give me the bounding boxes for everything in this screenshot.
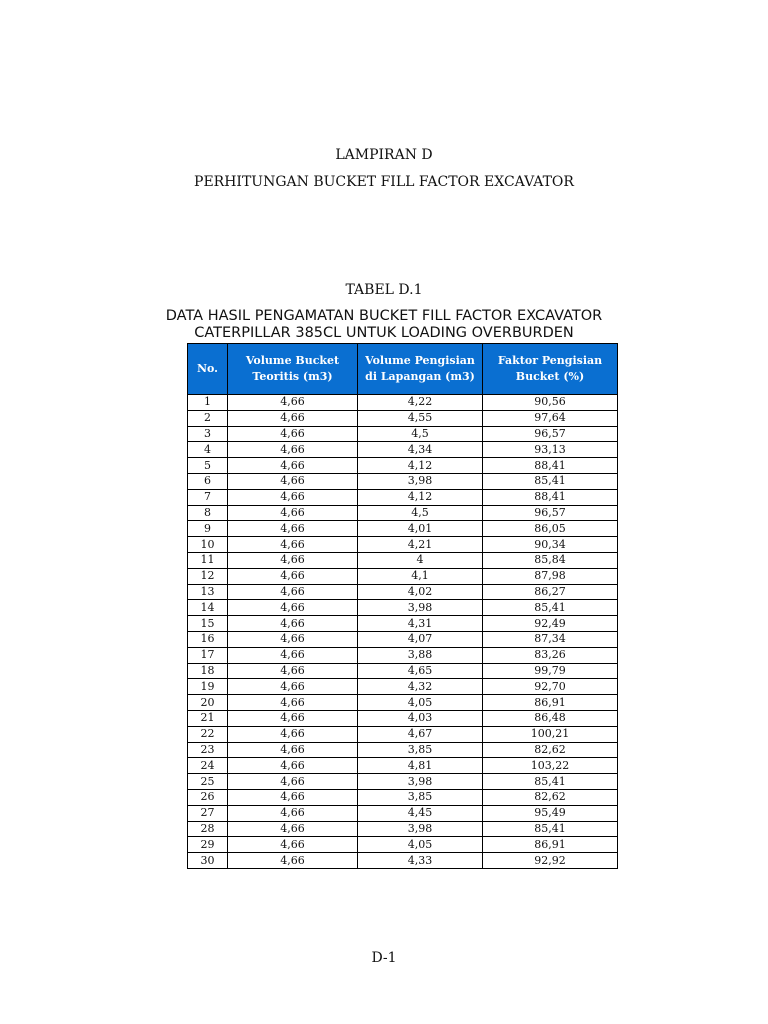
cell-no: 14 [188, 600, 228, 616]
cell-volume-bucket: 4,66 [228, 489, 358, 505]
cell-faktor-pengisian: 88,41 [483, 489, 618, 505]
cell-volume-pengisian: 3,85 [358, 789, 483, 805]
header-volume-pengisian [358, 344, 483, 395]
cell-faktor-pengisian: 100,21 [483, 726, 618, 742]
cell-volume-pengisian: 4,02 [358, 584, 483, 600]
cell-no: 9 [188, 521, 228, 537]
cell-volume-bucket: 4,66 [228, 395, 358, 411]
table-row [188, 473, 618, 489]
cell-faktor-pengisian: 85,41 [483, 821, 618, 837]
cell-faktor-pengisian: 95,49 [483, 805, 618, 821]
table-row [188, 600, 618, 616]
cell-volume-bucket: 4,66 [228, 837, 358, 853]
appendix-subtitle: PERHITUNGAN BUCKET FILL FACTOR EXCAVATOR [194, 174, 574, 190]
cell-volume-pengisian: 4,21 [358, 537, 483, 553]
cell-faktor-pengisian: 85,41 [483, 473, 618, 489]
table-row [188, 726, 618, 742]
cell-volume-bucket: 4,66 [228, 663, 358, 679]
cell-volume-pengisian: 4,32 [358, 679, 483, 695]
cell-volume-pengisian: 4,45 [358, 805, 483, 821]
cell-volume-bucket: 4,66 [228, 537, 358, 553]
cell-no: 16 [188, 631, 228, 647]
cell-no: 10 [188, 537, 228, 553]
cell-volume-bucket: 4,66 [228, 552, 358, 568]
cell-faktor-pengisian: 90,34 [483, 537, 618, 553]
cell-faktor-pengisian: 96,57 [483, 505, 618, 521]
cell-volume-pengisian: 3,98 [358, 473, 483, 489]
cell-volume-pengisian: 4,65 [358, 663, 483, 679]
cell-faktor-pengisian: 88,41 [483, 458, 618, 474]
cell-faktor-pengisian: 92,49 [483, 616, 618, 632]
cell-no: 15 [188, 616, 228, 632]
cell-volume-bucket: 4,66 [228, 695, 358, 711]
cell-faktor-pengisian: 85,41 [483, 600, 618, 616]
cell-volume-bucket: 4,66 [228, 710, 358, 726]
table-row [188, 647, 618, 663]
cell-volume-bucket: 4,66 [228, 742, 358, 758]
cell-faktor-pengisian: 92,70 [483, 679, 618, 695]
appendix-title: LAMPIRAN D [335, 147, 433, 163]
cell-volume-pengisian: 4,67 [358, 726, 483, 742]
cell-no: 7 [188, 489, 228, 505]
cell-volume-bucket: 4,66 [228, 600, 358, 616]
header-faktor-pengisian-line2: Bucket (%) [515, 370, 585, 383]
table-row [188, 805, 618, 821]
cell-volume-bucket: 4,66 [228, 584, 358, 600]
table-row [188, 837, 618, 853]
cell-faktor-pengisian: 87,34 [483, 631, 618, 647]
table-row [188, 552, 618, 568]
cell-faktor-pengisian: 99,79 [483, 663, 618, 679]
table-caption-line2: CATERPILLAR 385CL UNTUK LOADING OVERBURDEN [194, 325, 574, 341]
cell-volume-pengisian: 4,05 [358, 695, 483, 711]
table-row [188, 489, 618, 505]
cell-volume-pengisian: 4,31 [358, 616, 483, 632]
cell-faktor-pengisian: 90,56 [483, 395, 618, 411]
cell-faktor-pengisian: 82,62 [483, 742, 618, 758]
table-row [188, 584, 618, 600]
cell-no: 26 [188, 789, 228, 805]
cell-no: 19 [188, 679, 228, 695]
table-row [188, 410, 618, 426]
header-volume-bucket-line1: Volume Bucket [245, 354, 340, 367]
table-row [188, 426, 618, 442]
cell-no: 22 [188, 726, 228, 742]
cell-volume-pengisian: 3,98 [358, 774, 483, 790]
cell-faktor-pengisian: 87,98 [483, 568, 618, 584]
page-number: D-1 [371, 950, 397, 966]
table-row [188, 568, 618, 584]
table-body [188, 395, 618, 869]
table-row [188, 663, 618, 679]
cell-no: 6 [188, 473, 228, 489]
cell-volume-pengisian: 3,98 [358, 600, 483, 616]
cell-volume-bucket: 4,66 [228, 568, 358, 584]
cell-volume-bucket: 4,66 [228, 473, 358, 489]
cell-volume-bucket: 4,66 [228, 442, 358, 458]
cell-volume-pengisian: 4,55 [358, 410, 483, 426]
cell-volume-pengisian: 3,88 [358, 647, 483, 663]
table-row [188, 695, 618, 711]
bucket-fill-factor-table [187, 343, 618, 869]
cell-faktor-pengisian: 97,64 [483, 410, 618, 426]
cell-no: 24 [188, 758, 228, 774]
cell-volume-pengisian: 4,12 [358, 458, 483, 474]
cell-faktor-pengisian: 85,41 [483, 774, 618, 790]
cell-volume-bucket: 4,66 [228, 726, 358, 742]
cell-volume-bucket: 4,66 [228, 505, 358, 521]
cell-no: 4 [188, 442, 228, 458]
cell-volume-pengisian: 3,98 [358, 821, 483, 837]
cell-faktor-pengisian: 82,62 [483, 789, 618, 805]
table-row [188, 395, 618, 411]
cell-volume-pengisian: 4,03 [358, 710, 483, 726]
cell-volume-bucket: 4,66 [228, 774, 358, 790]
cell-no: 27 [188, 805, 228, 821]
table-header-row [188, 344, 618, 395]
header-volume-bucket-line2: Teoritis (m3) [252, 370, 333, 383]
cell-volume-bucket: 4,66 [228, 631, 358, 647]
cell-no: 29 [188, 837, 228, 853]
table-row [188, 458, 618, 474]
cell-volume-pengisian: 4,01 [358, 521, 483, 537]
cell-volume-bucket: 4,66 [228, 458, 358, 474]
cell-volume-bucket: 4,66 [228, 647, 358, 663]
header-volume-pengisian-line1: Volume Pengisian [365, 354, 475, 367]
header-faktor-pengisian [483, 344, 618, 395]
cell-volume-bucket: 4,66 [228, 679, 358, 695]
cell-faktor-pengisian: 92,92 [483, 853, 618, 869]
cell-volume-bucket: 4,66 [228, 789, 358, 805]
cell-faktor-pengisian: 83,26 [483, 647, 618, 663]
table-row [188, 758, 618, 774]
header-volume-bucket [228, 344, 358, 395]
header-no-label: No. [196, 362, 219, 375]
table-number: TABEL D.1 [345, 282, 423, 298]
cell-faktor-pengisian: 86,91 [483, 695, 618, 711]
table-row [188, 679, 618, 695]
cell-no: 1 [188, 395, 228, 411]
cell-volume-pengisian: 4,34 [358, 442, 483, 458]
cell-faktor-pengisian: 93,13 [483, 442, 618, 458]
cell-no: 23 [188, 742, 228, 758]
table-row [188, 742, 618, 758]
header-faktor-pengisian-line1: Faktor Pengisian [497, 354, 603, 367]
cell-volume-pengisian: 4,5 [358, 426, 483, 442]
cell-volume-bucket: 4,66 [228, 426, 358, 442]
cell-volume-pengisian: 4,5 [358, 505, 483, 521]
cell-volume-bucket: 4,66 [228, 758, 358, 774]
cell-faktor-pengisian: 86,05 [483, 521, 618, 537]
cell-volume-pengisian: 4,81 [358, 758, 483, 774]
cell-volume-pengisian: 4,22 [358, 395, 483, 411]
cell-faktor-pengisian: 103,22 [483, 758, 618, 774]
header-no [188, 344, 228, 395]
cell-volume-bucket: 4,66 [228, 853, 358, 869]
cell-no: 21 [188, 710, 228, 726]
cell-faktor-pengisian: 86,48 [483, 710, 618, 726]
cell-volume-bucket: 4,66 [228, 521, 358, 537]
cell-no: 12 [188, 568, 228, 584]
cell-volume-pengisian: 4,1 [358, 568, 483, 584]
cell-no: 11 [188, 552, 228, 568]
table-row [188, 710, 618, 726]
cell-volume-bucket: 4,66 [228, 616, 358, 632]
table-row [188, 505, 618, 521]
table-row [188, 521, 618, 537]
cell-no: 28 [188, 821, 228, 837]
table-row [188, 631, 618, 647]
cell-no: 20 [188, 695, 228, 711]
cell-volume-bucket: 4,66 [228, 805, 358, 821]
table-row [188, 442, 618, 458]
cell-no: 18 [188, 663, 228, 679]
cell-no: 25 [188, 774, 228, 790]
cell-no: 30 [188, 853, 228, 869]
table-row [188, 774, 618, 790]
cell-no: 8 [188, 505, 228, 521]
table-row [188, 821, 618, 837]
cell-volume-bucket: 4,66 [228, 410, 358, 426]
table-row [188, 853, 618, 869]
cell-faktor-pengisian: 86,27 [483, 584, 618, 600]
cell-volume-pengisian: 4,07 [358, 631, 483, 647]
cell-volume-pengisian: 3,85 [358, 742, 483, 758]
cell-volume-pengisian: 4,12 [358, 489, 483, 505]
cell-no: 3 [188, 426, 228, 442]
table-row [188, 537, 618, 553]
header-volume-pengisian-line2: di Lapangan (m3) [365, 370, 475, 383]
cell-faktor-pengisian: 85,84 [483, 552, 618, 568]
cell-no: 2 [188, 410, 228, 426]
cell-no: 17 [188, 647, 228, 663]
cell-volume-pengisian: 4,33 [358, 853, 483, 869]
table-caption-line1: DATA HASIL PENGAMATAN BUCKET FILL FACTOR EXCAVATOR [165, 308, 603, 324]
cell-faktor-pengisian: 86,91 [483, 837, 618, 853]
table-row [188, 616, 618, 632]
cell-no: 13 [188, 584, 228, 600]
cell-no: 5 [188, 458, 228, 474]
cell-volume-pengisian: 4 [358, 552, 483, 568]
cell-volume-pengisian: 4,05 [358, 837, 483, 853]
cell-faktor-pengisian: 96,57 [483, 426, 618, 442]
cell-volume-bucket: 4,66 [228, 821, 358, 837]
table-row [188, 789, 618, 805]
